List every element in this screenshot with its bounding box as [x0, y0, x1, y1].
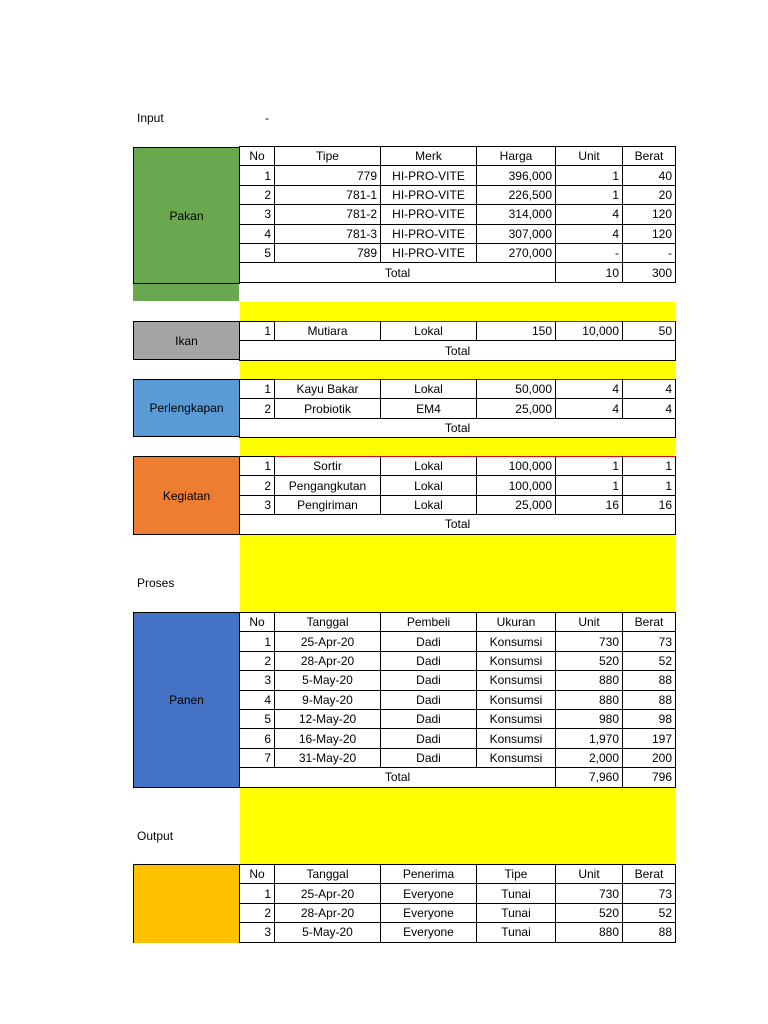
cell-col2: 5-May-20	[275, 671, 381, 690]
cell-berat: 120	[623, 205, 676, 224]
cell-col4: Konsumsi	[477, 690, 556, 709]
cell-col4: Tunai	[477, 884, 556, 903]
panen-category-label: Panen	[169, 693, 204, 707]
total-row	[240, 768, 676, 787]
table-row	[240, 690, 676, 709]
highlight-band	[240, 437, 675, 456]
total-row	[240, 263, 676, 282]
table-row	[240, 166, 676, 185]
cell-berat: 98	[623, 709, 676, 728]
input-value: -	[265, 111, 269, 125]
cell-berat: 73	[623, 884, 676, 903]
column-header: Penerima	[381, 865, 477, 884]
cell-col4: 100,000	[477, 476, 556, 495]
cell-col2: 781-3	[275, 224, 381, 243]
cell-col3: Dadi	[381, 671, 477, 690]
cell-col2: 12-May-20	[275, 709, 381, 728]
cell-col2: 5-May-20	[275, 923, 381, 942]
column-header: Unit	[556, 613, 623, 632]
total-row	[240, 341, 676, 360]
pakan-category	[133, 147, 240, 284]
table-row	[240, 748, 676, 767]
header-row	[240, 147, 676, 166]
cell-no: 1	[240, 457, 275, 476]
cell-col3: Dadi	[381, 632, 477, 651]
highlight-band	[240, 360, 675, 379]
cell-no: 4	[240, 690, 275, 709]
cell-col4: Konsumsi	[477, 709, 556, 728]
header-row	[240, 613, 676, 632]
cell-no: 2	[240, 399, 275, 418]
ikan-category-label: Ikan	[175, 333, 198, 348]
cell-unit: 1	[556, 476, 623, 495]
cell-no: 3	[240, 495, 275, 514]
output-label: Output	[137, 829, 174, 843]
cell-col2: Sortir	[275, 457, 381, 476]
cell-unit: 10,000	[556, 322, 623, 341]
cell-unit: -	[556, 243, 623, 262]
cell-col4: Konsumsi	[477, 748, 556, 767]
cell-unit: 880	[556, 923, 623, 942]
total-unit: 10	[556, 263, 623, 282]
cell-col3: HI-PRO-VITE	[381, 224, 477, 243]
cell-col3: Dadi	[381, 748, 477, 767]
input-label: Input	[137, 111, 164, 125]
column-header: Unit	[556, 147, 623, 166]
column-header: No	[240, 147, 275, 166]
cell-no: 1	[240, 884, 275, 903]
cell-col3: Lokal	[381, 322, 477, 341]
total-label: Total	[240, 515, 676, 534]
header-row	[240, 865, 676, 884]
cell-col4: 25,000	[477, 495, 556, 514]
cell-berat: 73	[623, 632, 676, 651]
cell-berat: 4	[623, 399, 676, 418]
kegiatan-category	[133, 456, 240, 535]
cell-col2: 781-2	[275, 205, 381, 224]
cell-col4: 314,000	[477, 205, 556, 224]
cell-unit: 4	[556, 399, 623, 418]
cell-col2: 25-Apr-20	[275, 884, 381, 903]
cell-unit: 1	[556, 185, 623, 204]
highlight-band	[240, 302, 675, 321]
cell-unit: 980	[556, 709, 623, 728]
cell-unit: 880	[556, 671, 623, 690]
cell-berat: 88	[623, 923, 676, 942]
total-berat: 796	[623, 768, 676, 787]
cell-col3: Lokal	[381, 380, 477, 399]
panen-category	[133, 612, 240, 788]
table-row	[240, 205, 676, 224]
cell-no: 2	[240, 651, 275, 670]
cell-col2: 31-May-20	[275, 748, 381, 767]
output-category	[133, 864, 240, 943]
cell-col3: Everyone	[381, 903, 477, 922]
highlight-band	[240, 535, 675, 613]
table-row	[240, 729, 676, 748]
total-label: Total	[240, 418, 676, 437]
cell-col3: EM4	[381, 399, 477, 418]
cell-berat: 88	[623, 690, 676, 709]
cell-no: 1	[240, 322, 275, 341]
cell-col4: 50,000	[477, 380, 556, 399]
cell-no: 2	[240, 185, 275, 204]
cell-berat: 1	[623, 457, 676, 476]
pakan-category-label: Pakan	[169, 208, 204, 223]
table-row	[240, 243, 676, 262]
cell-col3: Dadi	[381, 729, 477, 748]
cell-col4: Tunai	[477, 903, 556, 922]
cell-col3: HI-PRO-VITE	[381, 166, 477, 185]
cell-unit: 16	[556, 495, 623, 514]
cell-col3: HI-PRO-VITE	[381, 185, 477, 204]
cell-no: 1	[240, 166, 275, 185]
cell-col2: 16-May-20	[275, 729, 381, 748]
cell-unit: 880	[556, 690, 623, 709]
total-label: Total	[240, 768, 556, 787]
table-row	[240, 399, 676, 418]
table-row	[240, 457, 676, 476]
cell-col4: Konsumsi	[477, 651, 556, 670]
cell-col3: Everyone	[381, 923, 477, 942]
cell-unit: 520	[556, 651, 623, 670]
cell-unit: 520	[556, 903, 623, 922]
cell-col2: Mutiara	[275, 322, 381, 341]
total-row	[240, 418, 676, 437]
highlight-band	[240, 788, 675, 864]
table-row	[240, 224, 676, 243]
cell-col2: 779	[275, 166, 381, 185]
table-row	[240, 923, 676, 942]
ikan-table	[239, 321, 676, 361]
table-row	[240, 709, 676, 728]
cell-unit: 730	[556, 632, 623, 651]
cell-col2: 28-Apr-20	[275, 651, 381, 670]
cell-no: 5	[240, 243, 275, 262]
cell-col4: 25,000	[477, 399, 556, 418]
cell-col2: 781-1	[275, 185, 381, 204]
cell-berat: 4	[623, 380, 676, 399]
cell-berat: -	[623, 243, 676, 262]
cell-col4: Tunai	[477, 923, 556, 942]
cell-berat: 20	[623, 185, 676, 204]
cell-col2: 28-Apr-20	[275, 903, 381, 922]
cell-col4: 396,000	[477, 166, 556, 185]
proses-label: Proses	[137, 576, 175, 590]
panen-table	[239, 612, 676, 788]
cell-berat: 50	[623, 322, 676, 341]
pakan-table	[239, 146, 676, 283]
cell-col3: Dadi	[381, 690, 477, 709]
perlengkapan-category-label: Perlengkapan	[149, 401, 224, 415]
cell-no: 3	[240, 671, 275, 690]
column-header: Tanggal	[275, 613, 381, 632]
column-header: Unit	[556, 865, 623, 884]
cell-col4: 270,000	[477, 243, 556, 262]
column-header: No	[240, 865, 275, 884]
cell-col3: Everyone	[381, 884, 477, 903]
cell-col3: HI-PRO-VITE	[381, 205, 477, 224]
perlengkapan-table	[239, 379, 676, 438]
cell-col2: 25-Apr-20	[275, 632, 381, 651]
cell-col4: 226,500	[477, 185, 556, 204]
cell-unit: 4	[556, 205, 623, 224]
table-row	[240, 632, 676, 651]
cell-no: 4	[240, 224, 275, 243]
cell-col4: 307,000	[477, 224, 556, 243]
total-label: Total	[240, 341, 676, 360]
total-berat: 300	[623, 263, 676, 282]
table-row	[240, 651, 676, 670]
cell-unit: 730	[556, 884, 623, 903]
cell-col2: Pengiriman	[275, 495, 381, 514]
cell-col2: 9-May-20	[275, 690, 381, 709]
cell-col2: Kayu Bakar	[275, 380, 381, 399]
cell-col3: Dadi	[381, 709, 477, 728]
cell-unit: 1	[556, 457, 623, 476]
cell-unit: 2,000	[556, 748, 623, 767]
cell-col2: Probiotik	[275, 399, 381, 418]
cell-no: 7	[240, 748, 275, 767]
cell-no: 5	[240, 709, 275, 728]
cell-no: 1	[240, 380, 275, 399]
table-row	[240, 185, 676, 204]
column-header: No	[240, 613, 275, 632]
cell-col3: Lokal	[381, 457, 477, 476]
cell-berat: 40	[623, 166, 676, 185]
cell-no: 3	[240, 923, 275, 942]
column-header: Pembeli	[381, 613, 477, 632]
column-header: Berat	[623, 865, 676, 884]
cell-berat: 52	[623, 903, 676, 922]
table-row	[240, 476, 676, 495]
perlengkapan-category	[133, 379, 240, 437]
cell-col4: 100,000	[477, 457, 556, 476]
cell-berat: 197	[623, 729, 676, 748]
table-row	[240, 671, 676, 690]
cell-col4: 150	[477, 322, 556, 341]
kegiatan-table	[239, 456, 676, 535]
cell-col2: Pengangkutan	[275, 476, 381, 495]
cell-col3: Lokal	[381, 495, 477, 514]
table-row	[240, 322, 676, 341]
table-row	[240, 903, 676, 922]
ikan-category	[133, 321, 240, 360]
kegiatan-category-label: Kegiatan	[162, 488, 211, 503]
cell-unit: 4	[556, 380, 623, 399]
cell-no: 2	[240, 476, 275, 495]
column-header: Tipe	[275, 147, 381, 166]
column-header: Tanggal	[275, 865, 381, 884]
column-header: Merk	[381, 147, 477, 166]
cell-col3: Dadi	[381, 651, 477, 670]
column-header: Berat	[623, 147, 676, 166]
cell-berat: 52	[623, 651, 676, 670]
output-table	[239, 864, 676, 943]
column-header: Tipe	[477, 865, 556, 884]
column-header: Ukuran	[477, 613, 556, 632]
table-row	[240, 495, 676, 514]
cell-berat: 88	[623, 671, 676, 690]
total-unit: 7,960	[556, 768, 623, 787]
total-label: Total	[240, 263, 556, 282]
cell-no: 2	[240, 903, 275, 922]
pakan-strip	[133, 283, 239, 301]
cell-unit: 4	[556, 224, 623, 243]
cell-no: 3	[240, 205, 275, 224]
cell-no: 6	[240, 729, 275, 748]
cell-berat: 200	[623, 748, 676, 767]
cell-berat: 16	[623, 495, 676, 514]
cell-col4: Konsumsi	[477, 729, 556, 748]
column-header: Harga	[477, 147, 556, 166]
table-row	[240, 380, 676, 399]
cell-col4: Konsumsi	[477, 671, 556, 690]
cell-col3: Lokal	[381, 476, 477, 495]
cell-berat: 1	[623, 476, 676, 495]
cell-no: 1	[240, 632, 275, 651]
cell-col4: Konsumsi	[477, 632, 556, 651]
column-header: Berat	[623, 613, 676, 632]
table-row	[240, 884, 676, 903]
cell-berat: 120	[623, 224, 676, 243]
cell-unit: 1,970	[556, 729, 623, 748]
cell-col2: 789	[275, 243, 381, 262]
cell-col3: HI-PRO-VITE	[381, 243, 477, 262]
cell-unit: 1	[556, 166, 623, 185]
total-row	[240, 515, 676, 534]
